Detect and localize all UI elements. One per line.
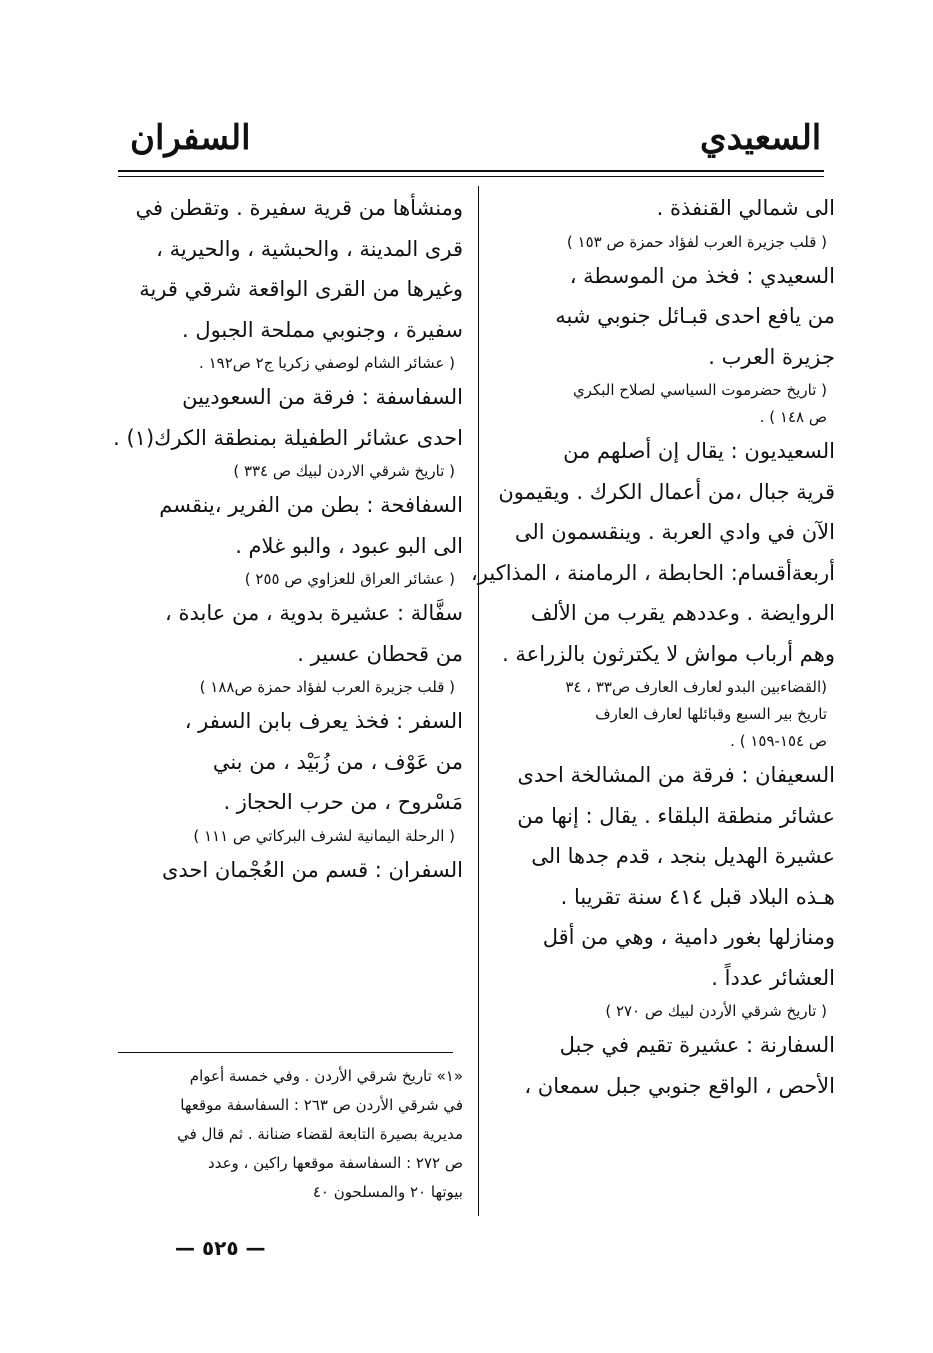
text-line: الى شمالي القنفذة . — [656, 196, 835, 220]
text-line: السفافحة : بطن من الفرير ،ينقسم — [159, 493, 463, 517]
text-line: قرى المدينة ، والحبشية ، والحيرية ، — [156, 236, 463, 261]
footnote-line: مديرية بصيرة التابعة لقضاء ضنانة . ثم قال في — [177, 1125, 463, 1143]
source-citation: تاريخ بير السبع وقبائلها لعارف العارف — [595, 705, 827, 723]
header-rule — [118, 170, 824, 172]
right-column — [471, 188, 835, 1106]
text-line: من عَوْف ، من زُبَيْد ، من بني — [212, 749, 463, 774]
text-line: احدى عشائر الطفيلة بمنطقة الكرك(١) . — [113, 425, 463, 450]
text-line: وهم أرباب مواش لا يكترثون بالزراعة . — [502, 641, 835, 666]
text-line: السفارنة : عشيرة تقيم في جبل — [559, 1033, 835, 1057]
source-citation: ( قلب جزيرة العرب لفؤاد حمزة ص١٨٨ ) — [199, 678, 455, 696]
column-divider — [478, 186, 479, 1216]
text-line: عشيرة الهديل بنجد ، قدم جدها الى — [531, 844, 835, 868]
text-line: قرية جبال ،من أعمال الكرك . ويقيمون — [498, 479, 835, 504]
text-line: العشائر عدداً . — [711, 965, 835, 990]
text-line: ومنازلها بغور دامية ، وهي من أقل — [542, 925, 835, 949]
text-line: من يافع احدى قبـائل جنوبي شبه — [555, 304, 835, 328]
footnote-rule — [118, 1052, 453, 1053]
running-header-right: السعيدي — [700, 118, 822, 158]
source-citation: ص ١٥٤-١٥٩ ) . — [730, 732, 827, 750]
footnote-line: ص ٢٧٢ : السفاسفة موقعها راكين ، وعدد — [208, 1154, 463, 1172]
text-line: السفر : فخذ يعرف بابن السفر ، — [184, 709, 463, 733]
text-line: سفَّالة : عشيرة بدوية ، من عابدة ، — [165, 601, 463, 625]
text-line: الى البو عبود ، والبو غلام . — [235, 533, 463, 558]
source-citation: (القضاءبين البدو لعارف العارف ص٣٣ ، ٣٤ — [565, 678, 827, 696]
source-citation: ( الرحلة اليمانية لشرف البركاتي ص ١١١ ) — [193, 826, 455, 845]
footnote-line: بيوتها ٢٠ والمسلحون ٤٠ — [312, 1183, 463, 1201]
text-line: السعيدي : فخذ من الموسطة ، — [569, 263, 835, 288]
header-rule-thin — [118, 176, 824, 177]
text-line: السعيديون : يقال إن أصلهم من — [563, 439, 835, 463]
footnote-line: في شرقي الأردن ص ٢٦٣ : السفاسفة موقعها — [180, 1096, 463, 1114]
text-line: السعيفان : فرقة من المشالخة احدى — [517, 763, 835, 787]
footnote-line: «١» تاريخ شرقي الأردن . وفي خمسة أعوام — [189, 1067, 463, 1085]
source-citation: ( عشائر الشام لوصفي زكريا ج٢ ص١٩٢ . — [199, 354, 455, 372]
text-line: السفران : قسم من العُجْمان احدى — [161, 857, 463, 882]
source-citation: ( عشائر العراق للعزاوي ص ٢٥٥ ) — [244, 570, 455, 588]
text-line: عشائر منطقة البلقاء . يقال : إنها من — [517, 803, 835, 828]
text-line: الروايضة . وعددهم يقرب من الألف — [530, 601, 835, 625]
source-citation: ( قلب جزيرة العرب لفؤاد حمزة ص ١٥٣ ) — [566, 232, 827, 251]
source-citation: ص ١٤٨ ) . — [759, 408, 827, 426]
text-line: الآن في وادي العربة . وينقسمون الى — [514, 520, 835, 544]
text-line: مَسْروح ، من حرب الحجاز . — [223, 790, 463, 814]
source-citation: ( تاريخ حضرموت السياسي لصلاح البكري — [572, 381, 827, 399]
footnotes — [118, 1062, 463, 1207]
text-line: الأحص ، الواقع جنوبي جبل سمعان ، — [524, 1073, 835, 1098]
source-citation: ( تاريخ شرقي الاردن لبيك ص ٣٣٤ ) — [233, 462, 455, 480]
page-number: — ٥٢٥ — — [175, 1236, 266, 1260]
source-citation: ( تاريخ شرقي الأردن لبيك ص ٢٧٠ ) — [605, 1002, 827, 1020]
left-column — [113, 188, 463, 890]
text-line: هـذه البلاد قبل ٤١٤ سنة تقريبا . — [560, 884, 835, 909]
text-line: ومنشأها من قرية سفيرة . وتقطن في — [135, 196, 463, 220]
text-line: جزيرة العرب . — [708, 344, 835, 369]
text-line: سفيرة ، وجنوبي مملحة الجبول . — [181, 317, 463, 342]
text-line: السفاسفة : فرقة من السعوديين — [182, 385, 463, 409]
running-header-left: السفران — [130, 118, 251, 158]
text-line: من قحطان عسير . — [297, 641, 463, 666]
text-line: وغيرها من القرى الواقعة شرقي قرية — [139, 277, 463, 301]
text-line: أربعةأقسام: الحابطة ، الرمامنة ، المذاكير، — [471, 560, 835, 585]
